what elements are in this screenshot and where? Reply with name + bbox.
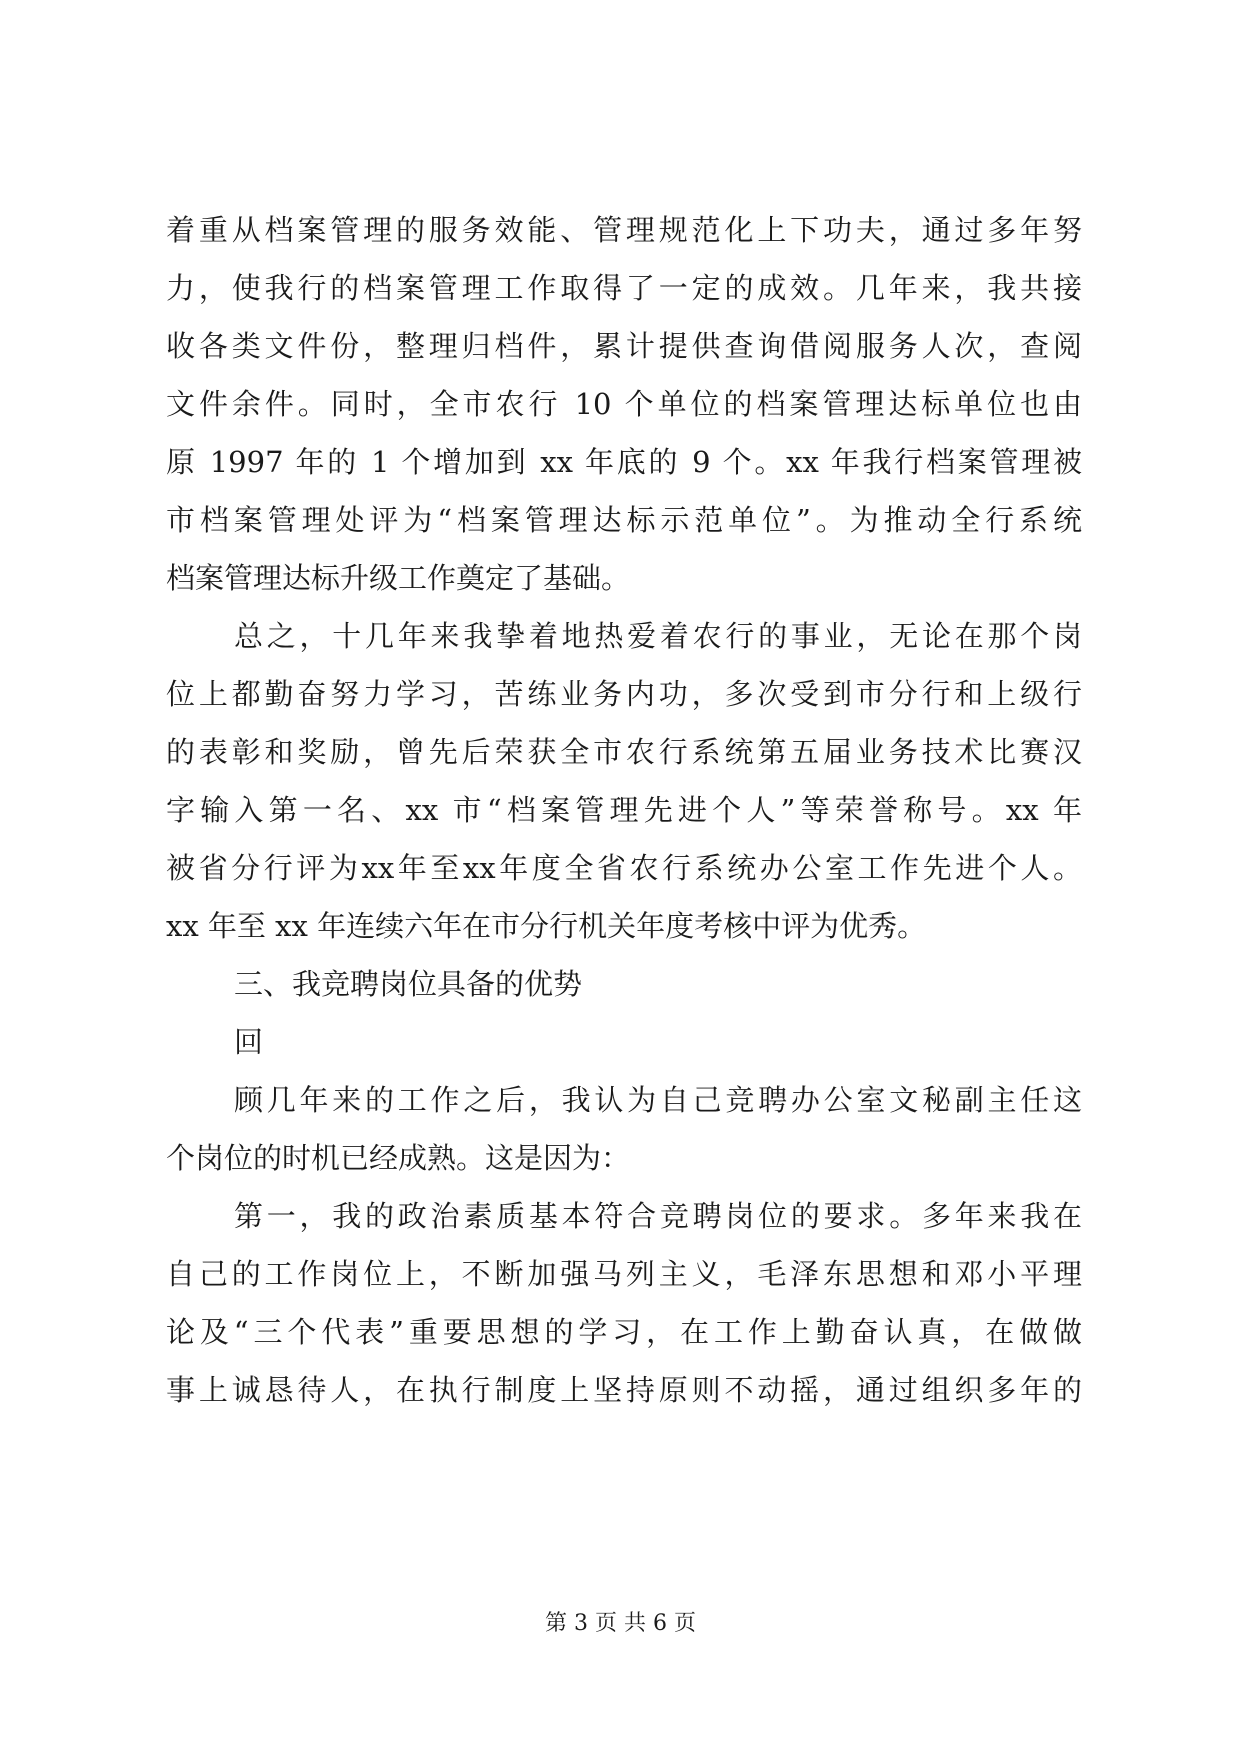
body-line: 个岗位的时机已经成熟。这是因为： <box>166 1141 631 1175</box>
body-line: 力，使我行的档案管理工作取得了一定的成效。几年来，我共接 <box>166 271 1082 305</box>
body-line: 回 <box>234 1025 264 1059</box>
body-line: 收各类文件份，整理归档件，累计提供查询借阅服务人次，查阅 <box>166 329 1082 363</box>
body-line: 原 1997 年的 1 个增加到 xx 年底的 9 个。xx 年我行档案管理被 <box>166 445 1082 479</box>
body-line: 第一，我的政治素质基本符合竞聘岗位的要求。多年来我在 <box>234 1199 1082 1233</box>
body-line: 被省分行评为xx年至xx年度全省农行系统办公室工作先进个人。 <box>166 851 1082 885</box>
body-line: 市档案管理处评为“档案管理达标示范单位”。为推动全行系统 <box>166 503 1082 537</box>
body-line: 档案管理达标升级工作奠定了基础。 <box>166 561 631 595</box>
body-line: 文件余件。同时，全市农行 10 个单位的档案管理达标单位也由 <box>166 387 1082 421</box>
body-line: 论及“三个代表”重要思想的学习，在工作上勤奋认真，在做做 <box>166 1315 1082 1349</box>
body-line: 的表彰和奖励，曾先后荣获全市农行系统第五届业务技术比赛汉 <box>166 735 1082 769</box>
body-line: 自己的工作岗位上，不断加强马列主义，毛泽东思想和邓小平理 <box>166 1257 1082 1291</box>
body-line: 事上诚恳待人，在执行制度上坚持原则不动摇，通过组织多年的 <box>166 1373 1082 1407</box>
page-number-footer: 第 3 页 共 6 页 <box>545 1611 696 1636</box>
body-line: 字输入第一名、xx 市“档案管理先进个人”等荣誉称号。xx 年 <box>166 793 1082 827</box>
section-heading: 三、我竞聘岗位具备的优势 <box>234 967 583 1001</box>
body-line: 顾几年来的工作之后，我认为自己竞聘办公室文秘副主任这 <box>234 1083 1082 1117</box>
body-line: 位上都勤奋努力学习，苦练业务内功，多次受到市分行和上级行 <box>166 677 1082 711</box>
body-line: 着重从档案管理的服务效能、管理规范化上下功夫，通过多年努 <box>166 213 1082 247</box>
body-line: 总之，十几年来我挚着地热爱着农行的事业，无论在那个岗 <box>234 619 1082 653</box>
body-line: xx 年至 xx 年连续六年在市分行机关年度考核中评为优秀。 <box>166 909 927 943</box>
